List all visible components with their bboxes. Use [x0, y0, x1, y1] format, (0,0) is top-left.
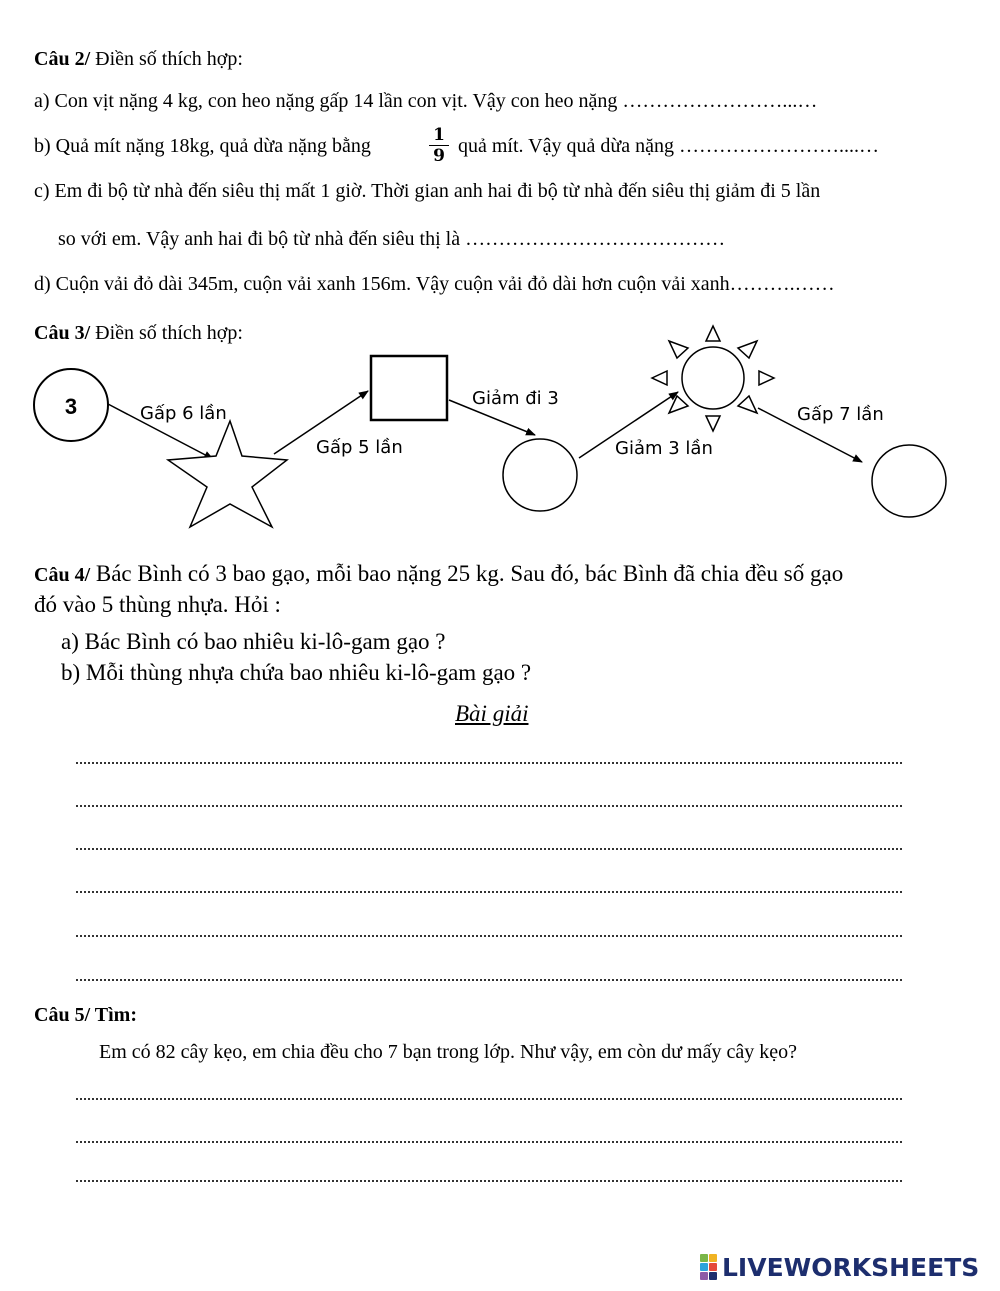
q2-item-a: a) Con vịt nặng 4 kg, con heo nặng gấp 14 lần con vịt. Vậy con heo nặng ……………………...… [34, 90, 818, 112]
number-chain-diagram [0, 310, 1000, 540]
end-circle[interactable] [872, 445, 946, 517]
step-label-4: Giảm 3 lần [615, 438, 713, 459]
q2-title-text: Điền số thích hợp: [90, 48, 243, 70]
fraction-numerator: 1 [433, 125, 445, 145]
q5-title: Câu 5/ Tìm: [34, 1004, 137, 1026]
q4-item-a: a) Bác Bình có bao nhiêu ki-lô-gam gạo ? [61, 629, 446, 654]
sun-shape[interactable] [652, 326, 774, 431]
answer-line[interactable] [76, 1180, 902, 1182]
step-label-5: Gấp 7 lần [797, 404, 884, 425]
q2-item-d: d) Cuộn vải đỏ dài 345m, cuộn vải xanh 156m. Vậy cuộn vải đỏ dài hơn cuộn vải xanh……….…… [34, 273, 835, 295]
fraction-one-ninth [429, 126, 449, 165]
q2-title-bold: Câu 2/ [34, 48, 91, 70]
start-value: 3 [64, 394, 78, 419]
q3-title-text: Điền số thích hợp: [90, 322, 243, 344]
q4-item-b: b) Mỗi thùng nhựa chứa bao nhiêu ki-lô-gam gạo ? [61, 660, 532, 685]
q4-line1 [34, 561, 843, 587]
answer-line[interactable] [76, 1098, 902, 1100]
step-label-2: Gấp 5 lần [316, 437, 403, 458]
middle-circle[interactable] [503, 439, 577, 511]
answer-line[interactable] [76, 891, 902, 893]
answer-line[interactable] [76, 848, 902, 850]
q2-item-c-line1: c) Em đi bộ từ nhà đến siêu thị mất 1 giờ. Thời gian anh hai đi bộ từ nhà đến siêu thị giảm đi 5 lần [34, 180, 821, 202]
logo-icon [700, 1254, 716, 1280]
star-shape[interactable] [168, 421, 287, 527]
fraction-denominator: 9 [433, 146, 445, 166]
answer-line[interactable] [76, 1141, 902, 1143]
liveworksheets-logo [700, 1252, 979, 1282]
q4-text-1: Bác Bình có 3 bao gạo, mỗi bao nặng 25 kg. Sau đó, bác Bình đã chia đều số gạo [90, 561, 844, 586]
q2-title [34, 48, 243, 71]
q3-title-bold: Câu 3/ [34, 322, 91, 344]
solution-heading: Bài giải [455, 701, 529, 726]
answer-line[interactable] [76, 762, 902, 764]
step-label-1: Gấp 6 lần [140, 403, 227, 424]
q2-item-b-text: b) Quả mít nặng 18kg, quả dừa nặng bằng [34, 135, 371, 157]
q4-line2: đó vào 5 thùng nhựa. Hỏi : [34, 592, 281, 617]
answer-line[interactable] [76, 935, 902, 937]
square-box[interactable] [371, 356, 447, 420]
answer-line[interactable] [76, 805, 902, 807]
q2-item-b-rest: quả mít. Vậy quả dừa nặng ……………………....… [458, 135, 879, 157]
q4-title-bold: Câu 4/ [34, 564, 91, 586]
q5-text: Em có 82 cây kẹo, em chia đều cho 7 bạn trong lớp. Như vậy, em còn dư mấy cây kẹo? [99, 1041, 797, 1063]
logo-text: LIVEWORKSHEETS [722, 1252, 980, 1282]
answer-line[interactable] [76, 979, 902, 981]
q2-item-c-line2: so với em. Vậy anh hai đi bộ từ nhà đến siêu thị là ………………………………… [58, 228, 726, 250]
step-label-3: Giảm đi 3 [472, 388, 559, 409]
